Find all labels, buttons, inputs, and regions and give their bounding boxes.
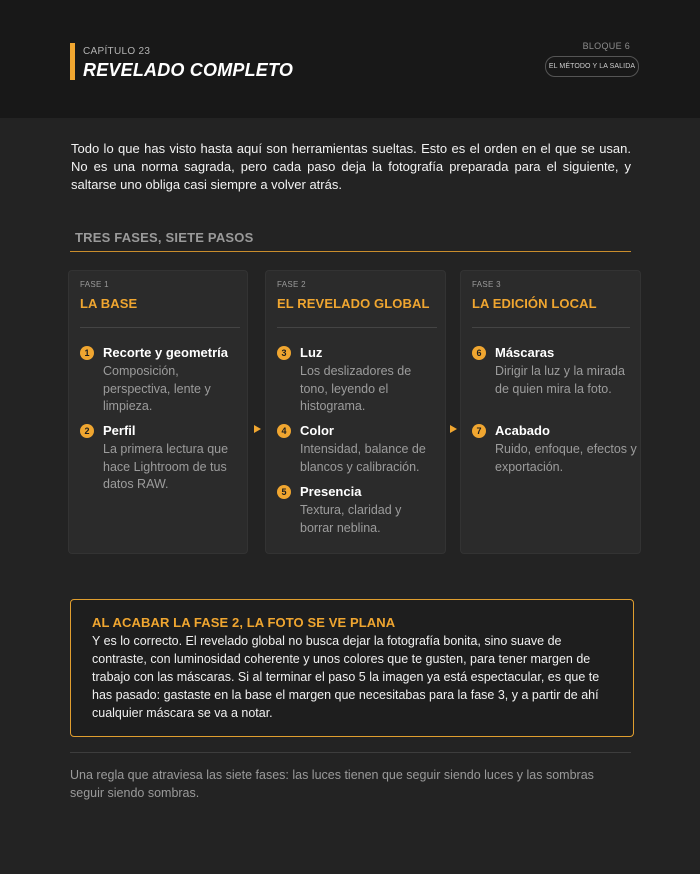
phase-divider xyxy=(472,327,630,328)
flow-arrow-icon xyxy=(450,425,457,433)
step-title: Luz xyxy=(300,345,323,360)
chapter-label: CAPÍTULO 23 xyxy=(83,46,151,57)
step-title: Presencia xyxy=(300,484,362,499)
callout-box xyxy=(70,599,634,737)
step-number: 2 xyxy=(80,424,94,438)
phase-label: FASE 1 xyxy=(80,280,109,289)
phase-divider xyxy=(277,327,437,328)
step-title: Máscaras xyxy=(495,345,555,360)
phase-card-1 xyxy=(68,270,248,554)
section-title: TRES FASES, SIETE PASOS xyxy=(75,230,254,245)
step-description: Intensidad, balance de blancos y calibración. xyxy=(300,442,426,474)
footer-note: Una regla que atraviesa las siete fases: las luces tienen que seguir siendo luces y las sombras seguir siendo sombras. xyxy=(70,768,594,800)
phase-card-2 xyxy=(265,270,446,554)
step-number: 5 xyxy=(277,485,291,499)
phase-title: EL REVELADO GLOBAL xyxy=(277,296,430,311)
phase-divider xyxy=(80,327,240,328)
accent-bar xyxy=(70,43,75,80)
step-description: Textura, claridad y borrar neblina. xyxy=(300,503,402,535)
phase-label: FASE 2 xyxy=(277,280,306,289)
step-description: La primera lectura que hace Lightroom de tus datos RAW. xyxy=(103,442,229,491)
step-title: Recorte y geometría xyxy=(103,345,228,360)
callout-title: AL ACABAR LA FASE 2, LA FOTO SE VE PLANA xyxy=(92,615,396,630)
flow-arrow-icon xyxy=(254,425,261,433)
step-number: 4 xyxy=(277,424,291,438)
step-description: Los deslizadores de tono, leyendo el histograma. xyxy=(300,364,412,413)
step-number: 6 xyxy=(472,346,486,360)
step-number: 3 xyxy=(277,346,291,360)
phase-title: LA BASE xyxy=(80,296,138,311)
step-title: Color xyxy=(300,423,334,438)
step-number: 1 xyxy=(80,346,94,360)
chapter-header xyxy=(0,0,700,118)
phase-title: LA EDICIÓN LOCAL xyxy=(472,296,597,311)
phase-label: FASE 3 xyxy=(472,280,501,289)
section-pill: EL MÉTODO Y LA SALIDA xyxy=(545,56,639,77)
step-description: Ruido, enfoque, efectos y exportación. xyxy=(495,442,637,474)
section-divider xyxy=(70,251,631,252)
step-number: 7 xyxy=(472,424,486,438)
step-description: Dirigir la luz y la mirada de quien mira la foto. xyxy=(495,364,625,396)
block-label: BLOQUE 6 xyxy=(582,41,630,51)
step-description: Composición, perspectiva, lente y limpieza. xyxy=(103,364,211,413)
chapter-title: REVELADO COMPLETO xyxy=(83,60,294,80)
step-title: Acabado xyxy=(495,423,550,438)
footer-divider xyxy=(70,752,631,753)
intro-paragraph: Todo lo que has visto hasta aquí son herramientas sueltas. Esto es el orden en el que se usan. No es una norma sagrada, pero cada paso deja la fotografía preparada para el siguiente, y saltarse uno obliga casi siempre a volver atrás. xyxy=(71,141,631,192)
step-title: Perfil xyxy=(103,423,136,438)
callout-body: Y es lo correcto. El revelado global no busca dejar la fotografía bonita, sino suave de contraste, con luminosidad coherente y unos colores que te gusten, para tener margen de trabajo con las máscaras. Si al terminar el paso 5 la imagen ya está espectacular, es que te has pasado: gastaste en la base el margen que necesitabas para la fase 3, y a partir de ahí cualquier máscara se va a notar. xyxy=(92,634,600,720)
phase-card-3 xyxy=(460,270,641,554)
